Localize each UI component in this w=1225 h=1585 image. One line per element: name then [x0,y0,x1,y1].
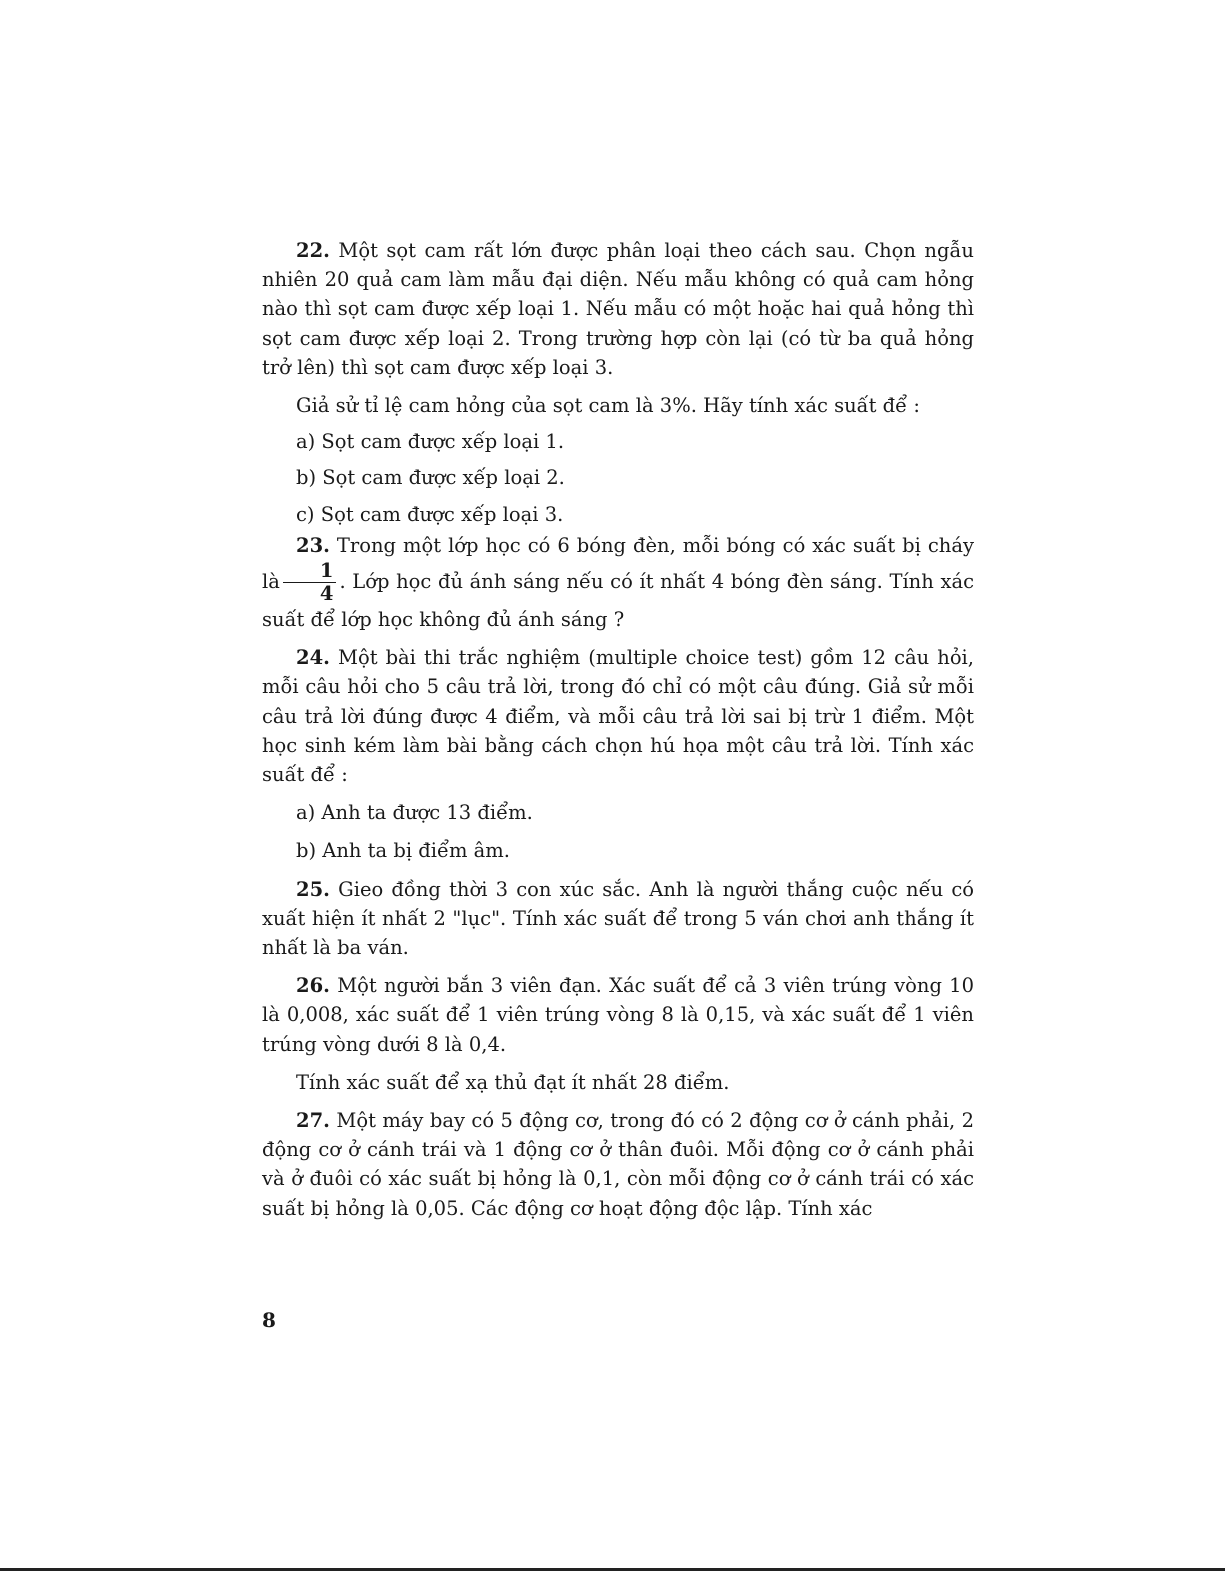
problem-24 [262,643,974,789]
problem-number: 24. [296,646,330,670]
page-content [262,236,974,1223]
problem-text: Một sọt cam rất lớn được phân loại theo cách sau. Chọn ngẫu nhiên 20 quả cam làm mẫu đại diện. Nếu mẫu không có quả cam hỏng nào thì sọt cam được xếp loại 1. Nếu mẫu có một hoặc hai quả hỏng thì sọt cam được xếp loại 2. Trong trường hợp còn lại (có từ ba quả hỏng trở lên) thì sọt cam được xếp loại 3. [262,239,974,379]
problem-26-question: Tính xác suất để xạ thủ đạt ít nhất 28 điểm. [296,1070,730,1094]
fraction-numerator: 1 [283,560,337,583]
problem-text: Trong một lớp học có 6 bóng đèn, mỗi bóng có xác suất bị cháy là [262,533,974,594]
problem-22-part-b: b) Sọt cam được xếp loại 2. [296,466,565,490]
problem-22 [262,236,974,382]
problem-26 [262,971,974,1059]
problem-22-part-c: c) Sọt cam được xếp loại 3. [296,502,564,526]
problem-number: 22. [296,239,330,262]
scan-edge-line [0,1568,1225,1571]
problem-number: 25. [296,877,330,901]
fraction [283,560,337,605]
problem-23 [262,531,974,634]
problem-text: Một máy bay có 5 động cơ, trong đó có 2 động cơ ở cánh phải, 2 động cơ ở cánh trái và 1 động cơ ở thân đuôi. Mỗi động cơ ở cánh phải và ở đuôi có xác suất bị hỏng là 0,1, còn mỗi động cơ ở cánh trái có xác suất bị hỏng là 0,05. Các động cơ hoạt động độc lập. Tính xác [262,1109,974,1220]
problem-25 [262,875,974,963]
problem-number: 27. [296,1109,330,1133]
problem-number: 26. [296,974,330,998]
problem-27 [262,1106,974,1223]
fraction-denominator: 4 [319,582,334,606]
problem-number: 23. [296,533,330,557]
problem-text-cont: . Lớp học đủ ánh sáng nếu có ít nhất 4 bóng đèn sáng. Tính xác suất để lớp học không đủ ánh sáng ? [262,570,974,632]
problem-22-question: Giả sử tỉ lệ cam hỏng của sọt cam là 3%. Hãy tính xác suất để : [296,394,920,418]
problem-text: Một bài thi trắc nghiệm (multiple choice test) gồm 12 câu hỏi, mỗi câu hỏi cho 5 câu trả lời, trong đó chỉ có một câu đúng. Giả sử mỗi câu trả lời đúng được 4 điểm, và mỗi câu trả lời sai bị trừ 1 điểm. Một học sinh kém làm bài bằng cách chọn hú họa một câu trả lời. Tính xác suất để : [262,646,974,787]
problem-text: Gieo đồng thời 3 con xúc sắc. Anh là người thắng cuộc nếu có xuất hiện ít nhất 2 "lục". Tính xác suất để trong 5 ván chơi anh thắng ít nhất là ba ván. [262,877,974,960]
problem-24-part-a: a) Anh ta được 13 điểm. [296,801,533,825]
problem-text: Một người bắn 3 viên đạn. Xác suất để cả 3 viên trúng vòng 10 là 0,008, xác suất để 1 viên trúng vòng 8 là 0,15, và xác suất để 1 viên trúng vòng dưới 8 là 0,4. [262,974,974,1056]
page-number: 8 [262,1308,276,1332]
problem-22-part-a: a) Sọt cam được xếp loại 1. [296,430,565,454]
problem-24-part-b: b) Anh ta bị điểm âm. [296,839,510,863]
